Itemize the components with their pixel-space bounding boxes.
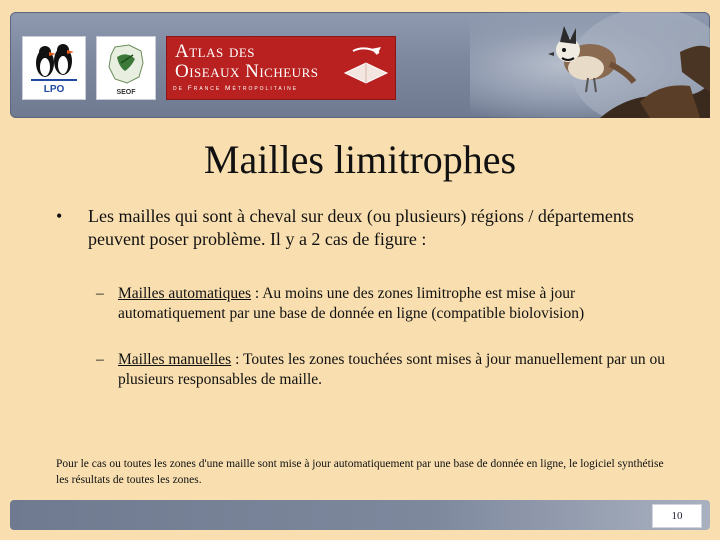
sub-item-description: : Au moins une des zones limitrophe est mise à jour automatiquement par une base de donnée en ligne (compatible biolovision) — [118, 285, 585, 322]
seof-logo-text: SEOF — [116, 89, 136, 96]
seof-logo — [96, 36, 156, 100]
sub-item-term: Mailles automatiques — [118, 285, 252, 302]
sub-item-manual — [96, 350, 676, 389]
sub-item-text — [118, 350, 676, 389]
sub-item-term: Mailles manuelles — [118, 351, 232, 368]
footer-bar — [10, 500, 710, 530]
main-bullet-text: Les mailles qui sont à cheval sur deux (ou plusieurs) régions / départements peuvent poser problème. Il y a 2 cas de figure : — [88, 206, 634, 249]
slide-title: Mailles limitrophes — [203, 137, 517, 182]
atlas-logo-line3: de France Métropolitaine — [173, 85, 299, 92]
crested-tit-photo — [530, 12, 710, 118]
bullet-marker: • — [56, 206, 63, 226]
footnote: Pour le cas ou toutes les zones d'une maille sont mise à jour automatiquement par une base de donnée en ligne, le logiciel synthétise les résultats de toutes les zones. — [56, 458, 664, 486]
main-bullet — [56, 205, 676, 251]
atlas-logo-line1: Atlas des — [175, 41, 256, 62]
sub-bullet-marker: – — [96, 285, 104, 302]
book-icon — [341, 43, 391, 89]
sub-item-automatic — [96, 284, 676, 323]
sub-item-description: : Toutes les zones touchées sont mises à jour manuellement par un ou plusieurs responsables de maille. — [118, 351, 666, 388]
atlas-logo-line2: Oiseaux Nicheurs — [175, 61, 319, 82]
lpo-logo — [22, 36, 86, 100]
atlas-logo — [166, 36, 396, 100]
sub-item-text — [118, 284, 676, 323]
sub-bullet-marker: – — [96, 351, 104, 368]
page-number: 10 — [652, 504, 702, 528]
lpo-logo-text: LPO — [43, 84, 65, 95]
